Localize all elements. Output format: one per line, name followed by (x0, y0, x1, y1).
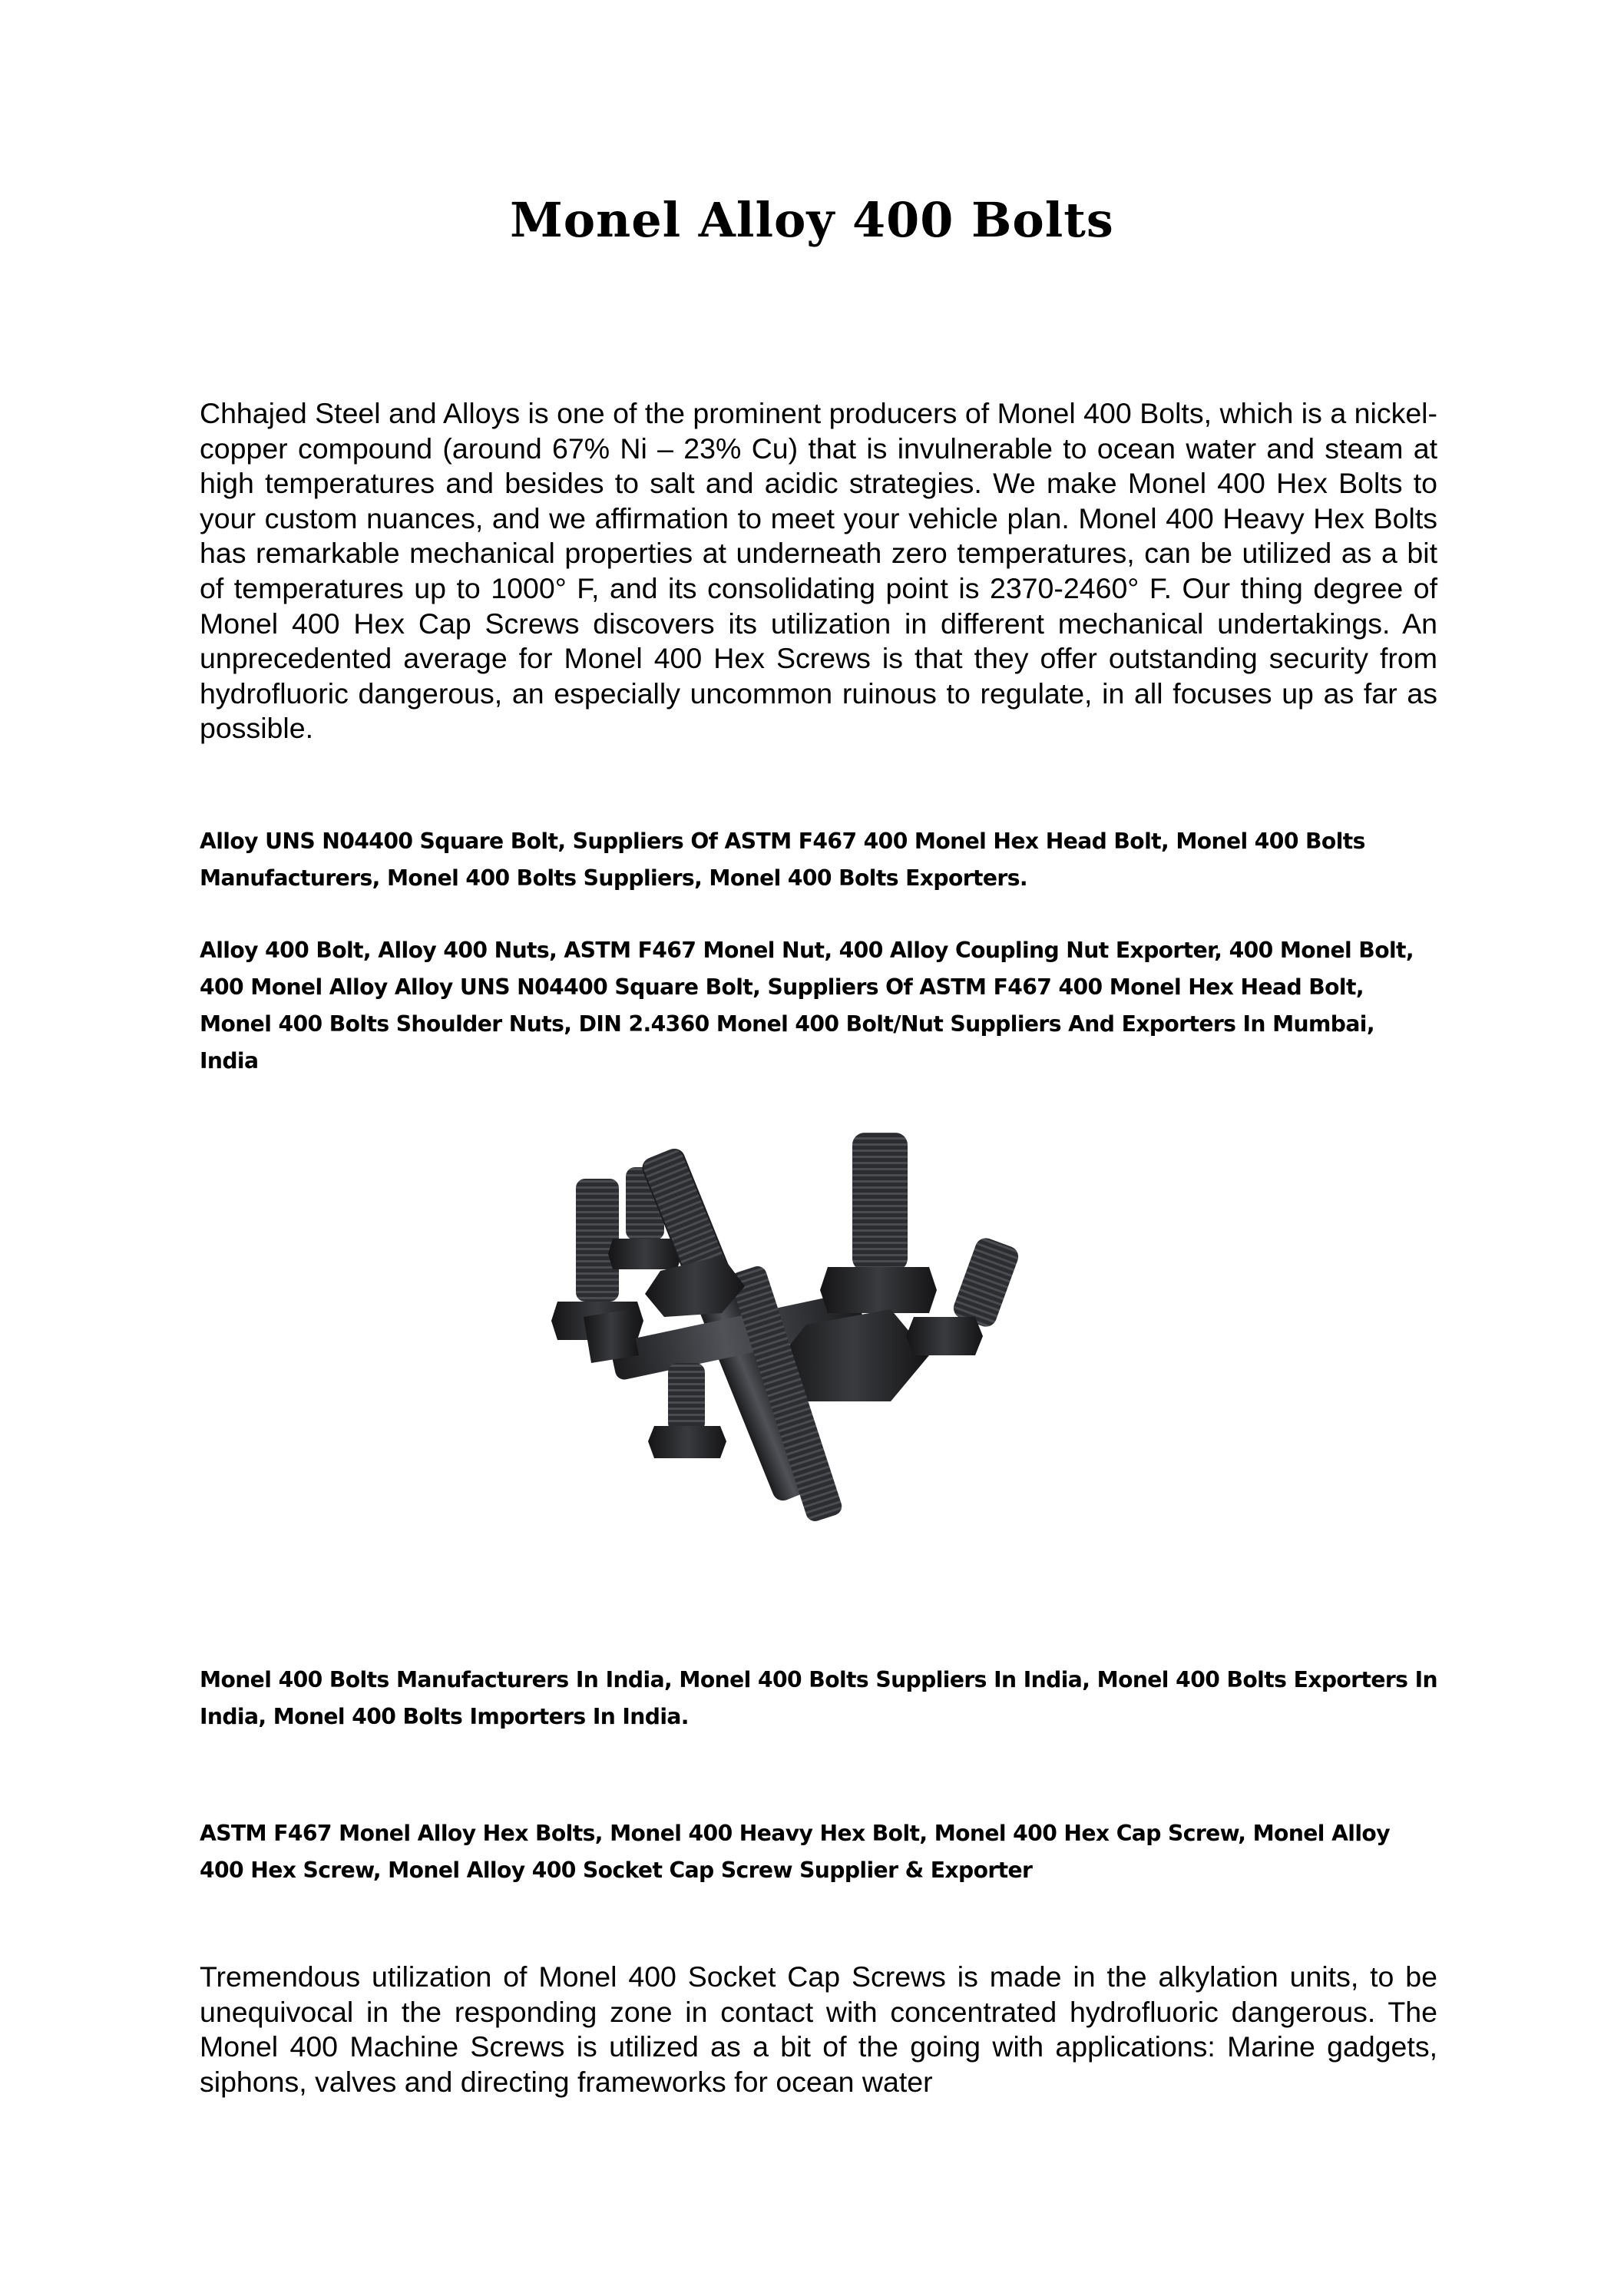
keyword-block-2: Alloy 400 Bolt, Alloy 400 Nuts, ASTM F467 Monel Nut, 400 Alloy Coupling Nut Exporter, 400 Monel Bolt, 400 Monel Alloy Alloy UNS N04400 Square Bolt, Suppliers Of ASTM F467 400 Monel Hex Head Bolt, Monel 400 Bolts Shoulder Nuts, DIN 2.4360 Monel 400 Bolt/Nut Suppliers And Exporters In Mumbai, India (200, 938, 1414, 1074)
bolts-product-image (530, 1125, 1083, 1563)
keyword-block-4: ASTM F467 Monel Alloy Hex Bolts, Monel 400 Heavy Hex Bolt, Monel 400 Hex Cap Screw, Monel Alloy 400 Hex Screw, Monel Alloy 400 Socket Cap Screw Supplier & Exporter (200, 1821, 1390, 1883)
keyword-block-1: Alloy UNS N04400 Square Bolt, Suppliers Of ASTM F467 400 Monel Hex Head Bolt, Monel 400 Bolts Manufacturers, Monel 400 Bolts Suppliers, Monel 400 Bolts Exporters. (200, 829, 1365, 891)
closing-paragraph: Tremendous utilization of Monel 400 Socket Cap Screws is made in the alkylation units, to be unequivocal in the responding zone in contact with concentrated hydrofluoric dangerous. The Monel 400 Machine Screws is utilized as a bit of the going with applications: Marine gadgets, siphons, valves and directing frameworks for ocean water (200, 1960, 1437, 2098)
bolts-photo-icon (530, 1125, 1083, 1563)
bolt-right-tall (820, 1133, 937, 1313)
bolt-small-bottom (648, 1363, 726, 1458)
intro-paragraph: Chhajed Steel and Alloys is one of the prominent producers of Monel 400 Bolts, which is a nickel-copper compound (around 67% Ni – 23% Cu) that is invulnerable to ocean water and steam at high temperatures and besides to salt and acidic strategies. We make Monel 400 Hex Bolts to your custom nuances, and we affirmation to meet your vehicle plan. Monel 400 Heavy Hex Bolts has remarkable mechanical properties at underneath zero temperatures, can be utilized as a bit of temperatures up to 1000° F, and its consolidating point is 2370-2460° F. Our thing degree of Monel 400 Hex Cap Screws discovers its utilization in different mechanical undertakings. An unprecedented average for Monel 400 Hex Screws is that they offer outstanding security from hydrofluoric dangerous, an especially uncommon ruinous to regulate, in all focuses up as far as possible. (200, 397, 1437, 745)
page-title: Monel Alloy 400 Bolts (510, 192, 1114, 248)
keyword-block-3: Monel 400 Bolts Manufacturers In India, Monel 400 Bolts Suppliers In India, Monel 400 Bolts Exporters In India, Monel 400 Bolts Importers In India. (200, 1667, 1437, 1729)
